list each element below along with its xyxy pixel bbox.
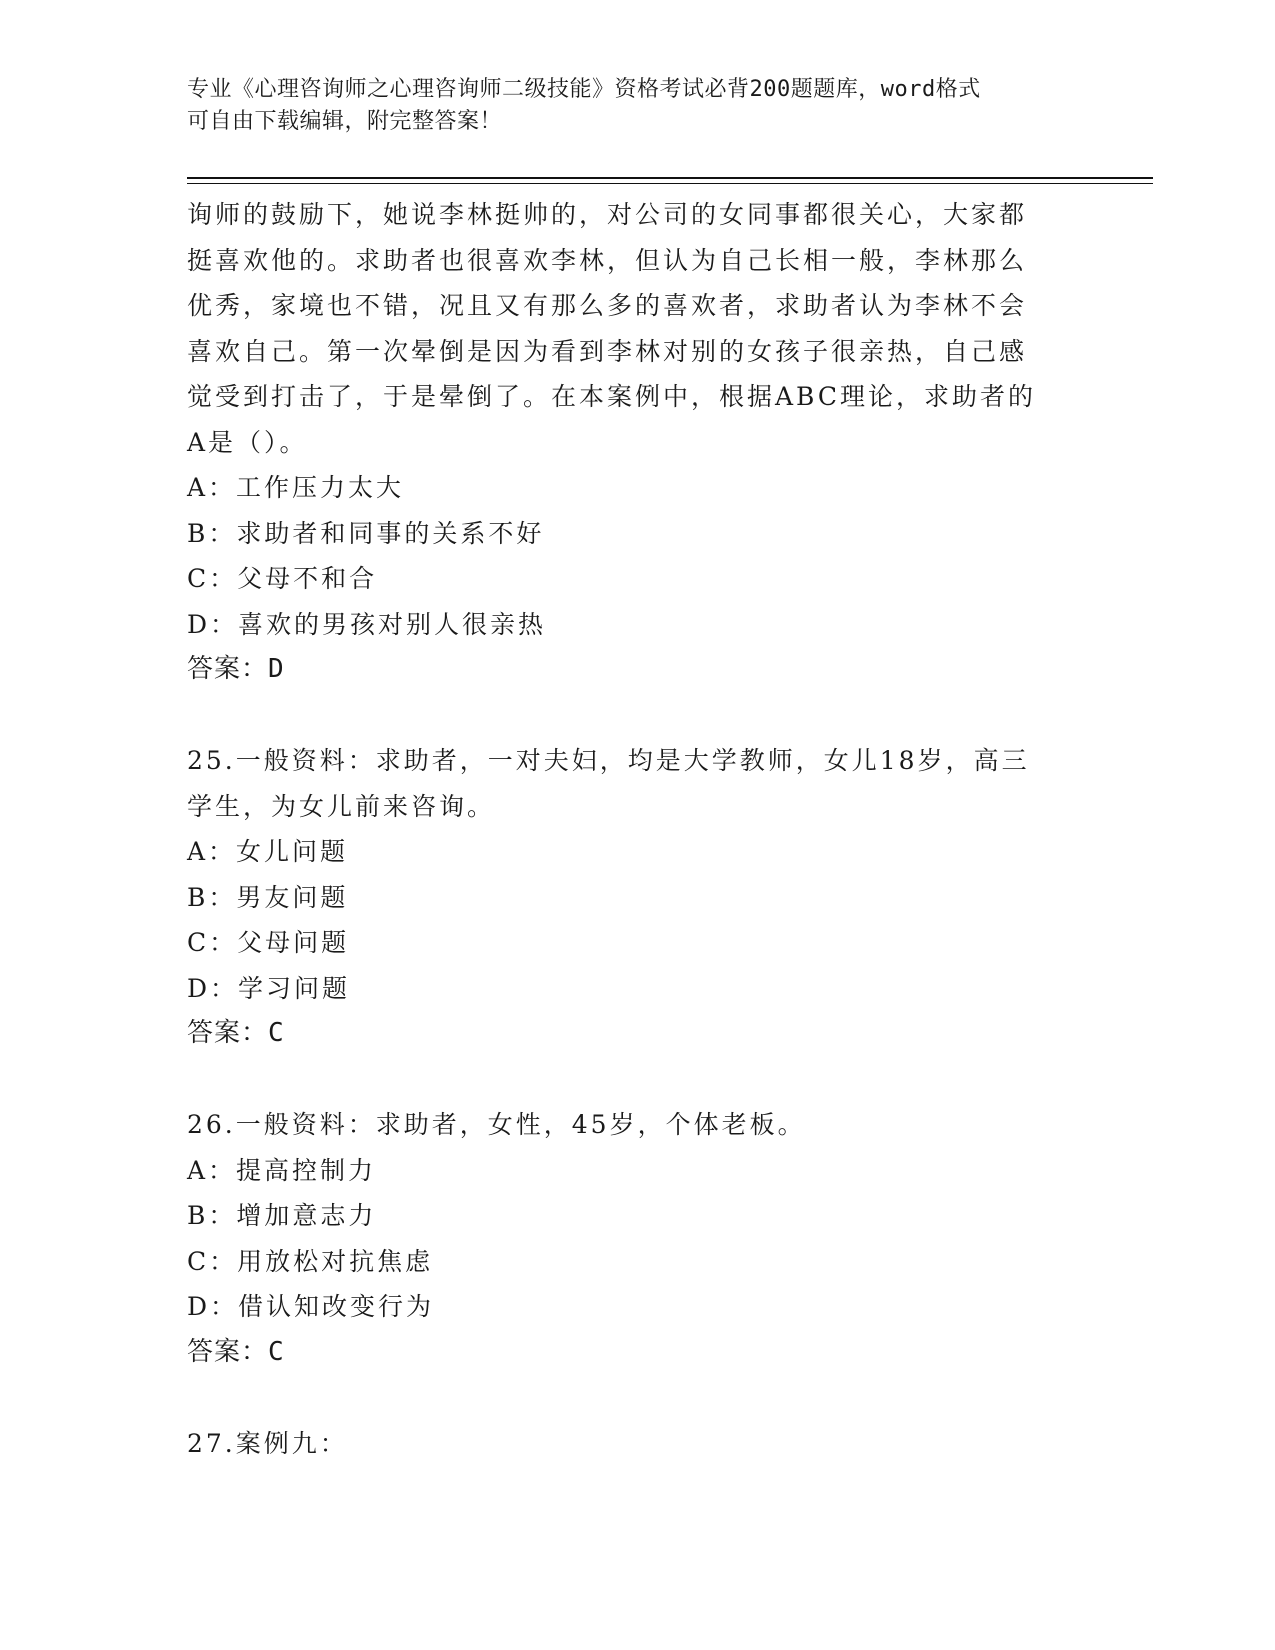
header-rule-thick <box>187 177 1153 179</box>
question-stem-line: 喜欢自己。第一次晕倒是因为看到李林对别的女孩子很亲热，自己感 <box>187 336 1028 366</box>
option-a: A：提高控制力 <box>187 1155 377 1185</box>
option-b: B：增加意志力 <box>187 1201 377 1230</box>
option-c: C：用放松对抗焦虑 <box>187 1246 434 1276</box>
question-stem-line: 26.一般资料：求助者，女性，45岁，个体老板。 <box>187 1110 806 1139</box>
question-27 <box>187 1421 1067 1467</box>
option-a: A：工作压力太大 <box>187 473 405 502</box>
document-header <box>187 74 1087 138</box>
option-b: B：男友问题 <box>187 882 349 912</box>
spacer <box>187 1057 1067 1103</box>
option-c: C：父母问题 <box>187 928 350 957</box>
option-b: B：求助者和同事的关系不好 <box>187 518 545 548</box>
option-d: D：借认知改变行为 <box>187 1292 435 1321</box>
question-stem-line: 询师的鼓励下，她说李林挺帅的，对公司的女同事都很关心，大家都 <box>187 200 1028 229</box>
question-stem-line: 挺喜欢他的。求助者也很喜欢李林，但认为自己长相一般，李林那么 <box>187 245 1028 275</box>
question-26 <box>187 1102 1067 1375</box>
answer-label: 答案：D <box>187 654 285 684</box>
question-stem-line: 觉受到打击了，于是晕倒了。在本案例中，根据ABC理论，求助者的 <box>187 382 1037 411</box>
option-d: D：喜欢的男孩对别人很亲热 <box>187 609 547 639</box>
option-a: A：女儿问题 <box>187 837 349 866</box>
question-25 <box>187 738 1067 1057</box>
answer-label: 答案：C <box>187 1018 285 1048</box>
spacer <box>187 1375 1067 1421</box>
option-d: D：学习问题 <box>187 973 351 1003</box>
question-stem-line: 优秀，家境也不错，况且又有那么多的喜欢者，求助者认为李林不会 <box>187 291 1028 320</box>
question-stem-line: 25.一般资料：求助者，一对夫妇，均是大学教师，女儿18岁，高三 <box>187 746 1030 775</box>
header-line-2: 可自由下载编辑，附完整答案！ <box>187 109 503 134</box>
spacer <box>187 693 1067 739</box>
question-stem-line: A是（）。 <box>187 427 308 457</box>
question-24 <box>187 192 1067 693</box>
answer-label: 答案：C <box>187 1336 285 1367</box>
question-stem-line: 学生，为女儿前来咨询。 <box>187 791 496 821</box>
header-rule-thin <box>187 183 1153 184</box>
question-list <box>187 192 1067 1466</box>
option-c: C：父母不和合 <box>187 564 378 593</box>
question-stem-line: 27.案例九： <box>187 1428 348 1458</box>
header-line-1: 专业《心理咨询师之心理咨询师二级技能》资格考试必背200题题库，word格式 <box>187 77 981 102</box>
